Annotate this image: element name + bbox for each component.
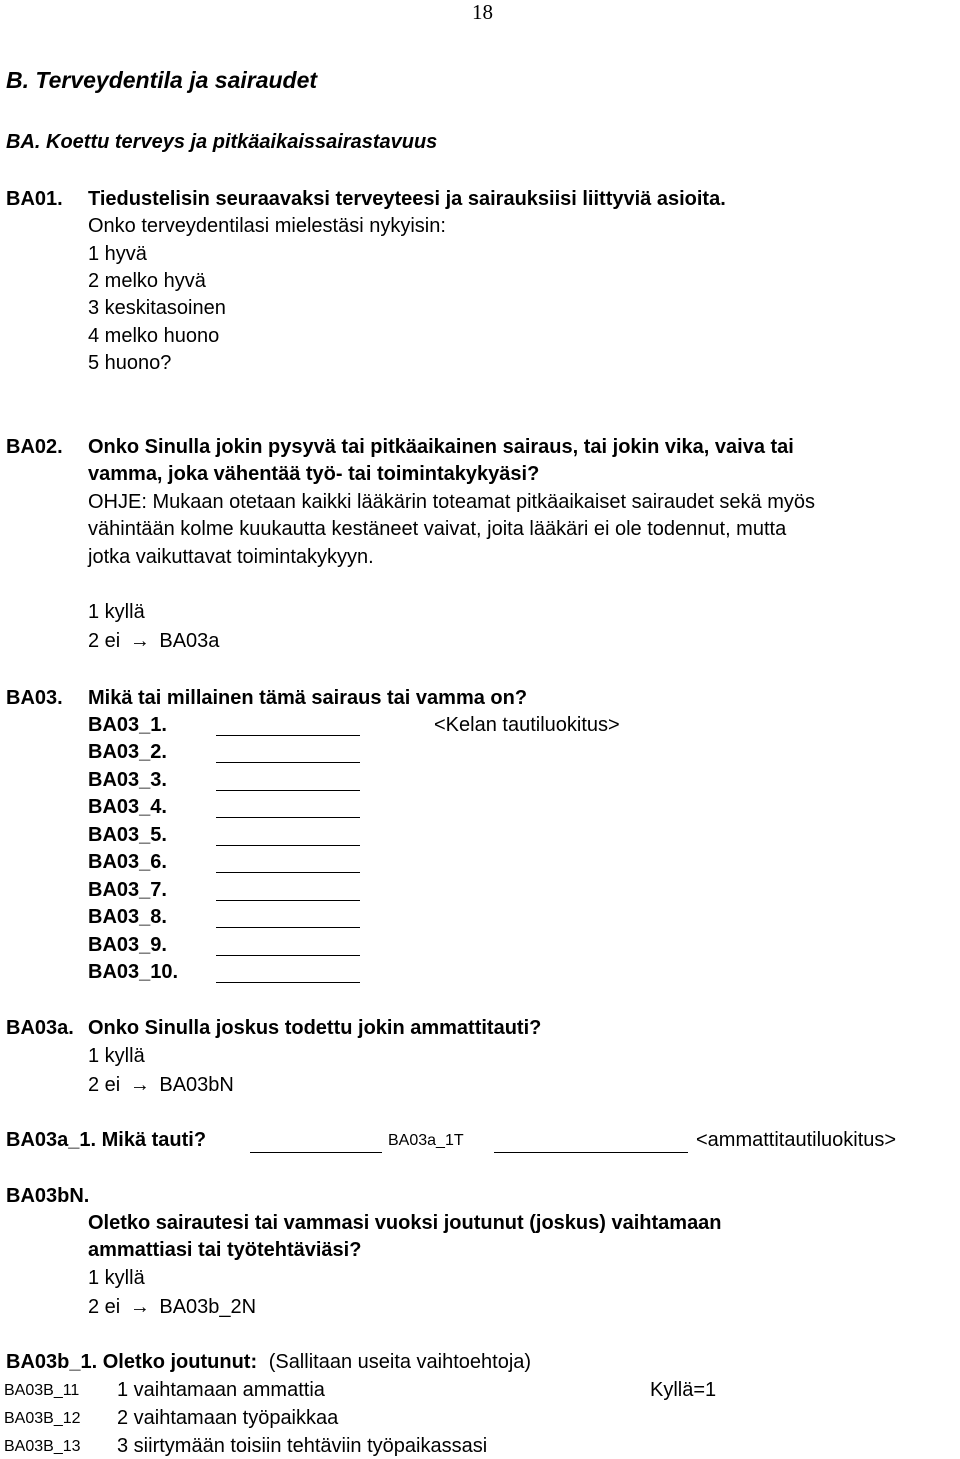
ba03a-code: BA03a.: [6, 1017, 74, 1039]
ba03b-row-code: BA03B_12: [4, 1410, 81, 1427]
ba03bn-question-line2: ammattiasi tai työtehtäviäsi?: [88, 1239, 362, 1261]
ba01-option-4: 4 melko huono: [88, 325, 220, 347]
ba03-item-5-blank[interactable]: [216, 845, 360, 846]
ba03-item-label: BA03_2.: [88, 741, 167, 763]
ba03-item-9-blank[interactable]: [216, 955, 360, 956]
ba03a-question: Onko Sinulla joskus todettu jokin ammattitauti?: [88, 1017, 542, 1039]
ba02-instruction-line1: OHJE: Mukaan otetaan kaikki lääkärin toteamat pitkäaikaiset sairaudet sekä myös: [88, 491, 816, 513]
ba03a-option-no-label: 2 ei: [88, 1074, 121, 1096]
ba03b-row-text: 1 vaihtamaan ammattia: [117, 1379, 325, 1401]
ba03-question: Mikä tai millainen tämä sairaus tai vamma on?: [88, 687, 528, 709]
ba03-item-label: BA03_7.: [88, 879, 167, 901]
ba03-item-1-blank[interactable]: [216, 735, 360, 736]
ba03b-row-value: Kyllä=1: [650, 1379, 717, 1401]
ba03-classification: <Kelan tautiluokitus>: [434, 714, 620, 736]
ba01-option-5: 5 huono?: [88, 352, 172, 374]
ba03-item-label: BA03_1.: [88, 714, 167, 736]
page-number: 18: [472, 0, 493, 24]
ba03-code: BA03.: [6, 687, 63, 709]
ba01-option-2: 2 melko hyvä: [88, 270, 206, 292]
ba02-option-no-label: 2 ei: [88, 630, 121, 652]
ba03a-1t-code: BA03a_1T: [388, 1132, 464, 1149]
ba03-item-7-blank[interactable]: [216, 900, 360, 901]
ba03-item-6-blank[interactable]: [216, 872, 360, 873]
ba03a-1-label: BA03a_1. Mikä tauti?: [6, 1129, 207, 1151]
ba02-question-line1: Onko Sinulla jokin pysyvä tai pitkäaikainen sairaus, tai jokin vika, vaiva tai: [88, 436, 794, 458]
ba02-skip-target: BA03a: [159, 630, 220, 652]
ba03b-row-text: 2 vaihtamaan työpaikkaa: [117, 1407, 339, 1429]
ba03-item-3-blank[interactable]: [216, 790, 360, 791]
ba03-item-label: BA03_8.: [88, 906, 167, 928]
ba03a-1t-blank[interactable]: [494, 1152, 688, 1153]
ba03a-option-yes: 1 kyllä: [88, 1045, 145, 1067]
ba03-item-label: BA03_10.: [88, 961, 179, 983]
ba03b-1-header: [6, 1352, 531, 1372]
ba03bn-option-no: [88, 1297, 256, 1317]
ba02-instruction-line2: vähintään kolme kuukautta kestäneet vaivat, joita lääkäri ei ole todennut, mutta: [88, 518, 787, 540]
ba02-option-no: [88, 631, 219, 651]
ba03bn-question-line1: Oletko sairautesi tai vammasi vuoksi joutunut (joskus) vaihtamaan: [88, 1212, 722, 1234]
ba03bn-skip-target: BA03b_2N: [159, 1296, 257, 1318]
ba03-item-4-blank[interactable]: [216, 817, 360, 818]
ba01-option-3: 3 keskitasoinen: [88, 297, 226, 319]
ba03-item-label: BA03_6.: [88, 851, 167, 873]
ba03a-skip-target: BA03bN: [159, 1074, 234, 1096]
ba03-item-label: BA03_5.: [88, 824, 167, 846]
ba03b-1-note: (Sallitaan useita vaihtoehtoja): [268, 1351, 532, 1373]
ba01-option-1: 1 hyvä: [88, 243, 147, 265]
ba03bn-option-no-label: 2 ei: [88, 1296, 121, 1318]
ba03-item-label: BA03_3.: [88, 769, 167, 791]
ba03a-1-classification: <ammattitautiluokitus>: [696, 1129, 897, 1151]
ba03b-row-text: 3 siirtymään toisiin tehtäviin työpaikassasi: [117, 1435, 488, 1457]
ba03b-row-code: BA03B_13: [4, 1438, 81, 1455]
ba02-code: BA02.: [6, 436, 63, 458]
ba03-item-2-blank[interactable]: [216, 762, 360, 763]
ba03-item-10-blank[interactable]: [216, 982, 360, 983]
subsection-title: BA. Koettu terveys ja pitkäaikaissairastavuus: [6, 131, 438, 153]
ba03-item-label: BA03_9.: [88, 934, 167, 956]
ba03bn-option-yes: 1 kyllä: [88, 1267, 145, 1289]
ba02-question-line2: vamma, joka vähentää työ- tai toimintakykyäsi?: [88, 463, 540, 485]
ba03b-row-code: BA03B_11: [4, 1382, 80, 1399]
ba03a-option-no: [88, 1075, 234, 1095]
ba01-question-line1: Tiedustelisin seuraavaksi terveyteesi ja sairauksiisi liittyviä asioita.: [88, 188, 726, 210]
ba02-instruction-line3: jotka vaikuttavat toimintakykyyn.: [88, 546, 374, 568]
ba01-question-line2: Onko terveydentilasi mielestäsi nykyisin:: [88, 215, 446, 237]
ba01-code: BA01.: [6, 188, 63, 210]
ba03-item-8-blank[interactable]: [216, 927, 360, 928]
ba03-item-label: BA03_4.: [88, 796, 167, 818]
section-title: B. Terveydentila ja sairaudet: [6, 67, 318, 93]
ba03a-1-blank[interactable]: [250, 1152, 382, 1153]
arrow-right-icon: →: [129, 1074, 150, 1096]
arrow-right-icon: →: [129, 1296, 150, 1318]
arrow-right-icon: →: [129, 630, 150, 652]
ba03bn-code: BA03bN.: [6, 1185, 90, 1207]
ba03b-1-label: BA03b_1. Oletko joutunut:: [6, 1351, 258, 1373]
ba02-option-yes: 1 kyllä: [88, 601, 145, 623]
